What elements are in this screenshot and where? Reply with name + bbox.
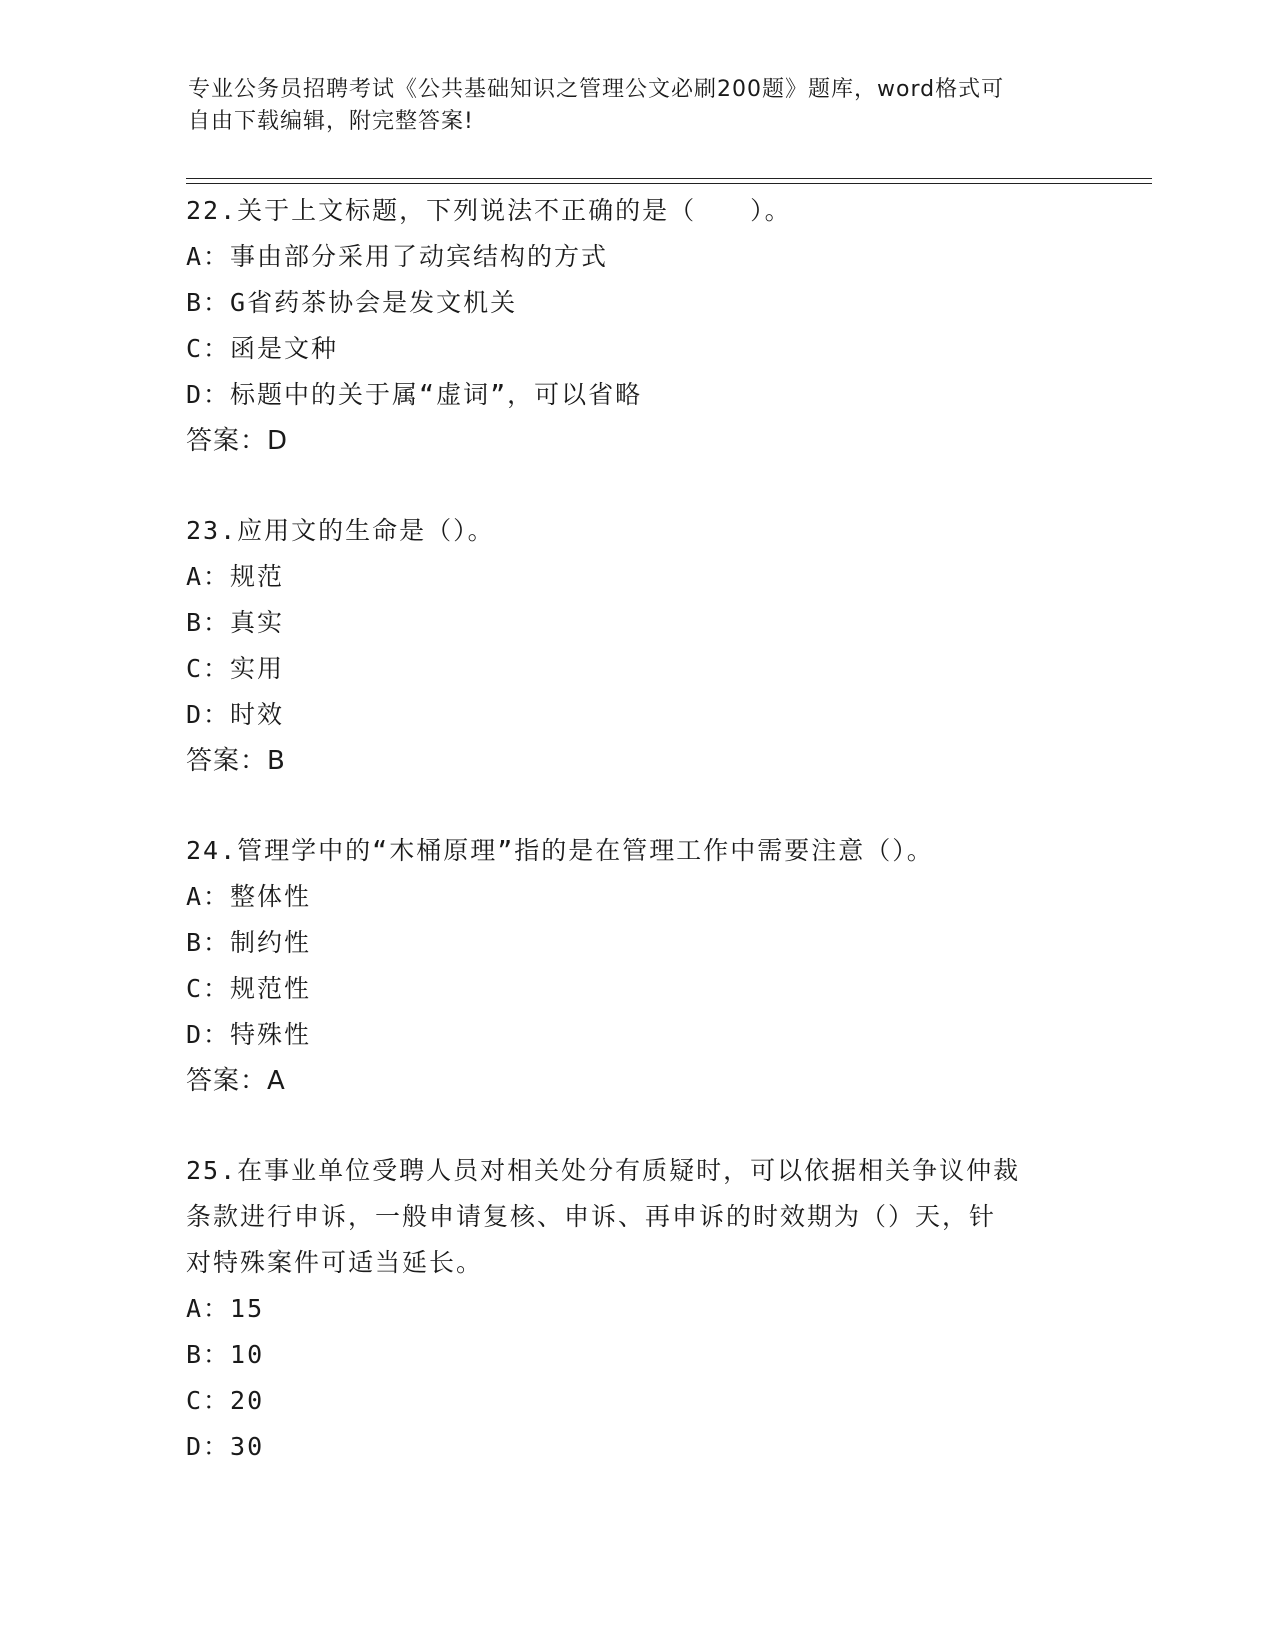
- question-stem-line-1: 25.在事业单位受聘人员对相关处分有质疑时，可以依据相关争议仲裁: [186, 1156, 1021, 1185]
- option-a: A：事由部分采用了动宾结构的方式: [186, 242, 609, 271]
- option-b: B：G省药茶协会是发文机关: [186, 288, 518, 317]
- option-b: B：真实: [186, 608, 285, 637]
- document-header: [188, 74, 1088, 138]
- option-d: D：标题中的关于属“虚词”，可以省略: [186, 380, 643, 409]
- option-d: D：30: [186, 1432, 265, 1461]
- answer-line: 答案：B: [186, 746, 286, 776]
- option-a: A：15: [186, 1294, 265, 1323]
- header-divider-bottom: [186, 183, 1152, 184]
- header-line-2: 自由下载编辑，附完整答案!: [188, 109, 474, 134]
- option-c: C：函是文种: [186, 334, 339, 363]
- option-d: D：时效: [186, 700, 285, 729]
- question-24: [186, 828, 1086, 1104]
- question-23: [186, 508, 1086, 784]
- answer-line: 答案：D: [186, 426, 289, 456]
- question-list: [186, 188, 1086, 1470]
- option-a: A：整体性: [186, 882, 312, 911]
- option-d: D：特殊性: [186, 1020, 312, 1049]
- header-line-1: 专业公务员招聘考试《公共基础知识之管理公文必刷200题》题库，word格式可: [188, 77, 1005, 102]
- option-b: B：制约性: [186, 928, 312, 957]
- question-stem-line-2: 条款进行申诉，一般申请复核、申诉、再申诉的时效期为（）天，针: [186, 1202, 997, 1231]
- question-stem: 24.管理学中的“木桶原理”指的是在管理工作中需要注意（）。: [186, 836, 934, 865]
- question-stem-line-3: 对特殊案件可适当延长。: [186, 1248, 484, 1277]
- answer-line: 答案：A: [186, 1066, 286, 1096]
- option-a: A：规范: [186, 562, 285, 591]
- option-b: B：10: [186, 1340, 265, 1369]
- option-c: C：规范性: [186, 974, 312, 1003]
- question-stem: 22.关于上文标题，下列说法不正确的是（ ）。: [186, 196, 792, 225]
- option-c: C：20: [186, 1386, 265, 1415]
- question-stem: 23.应用文的生命是（）。: [186, 516, 495, 545]
- header-divider-top: [186, 178, 1152, 179]
- question-25: [186, 1148, 1086, 1470]
- option-c: C：实用: [186, 654, 285, 683]
- question-22: [186, 188, 1086, 464]
